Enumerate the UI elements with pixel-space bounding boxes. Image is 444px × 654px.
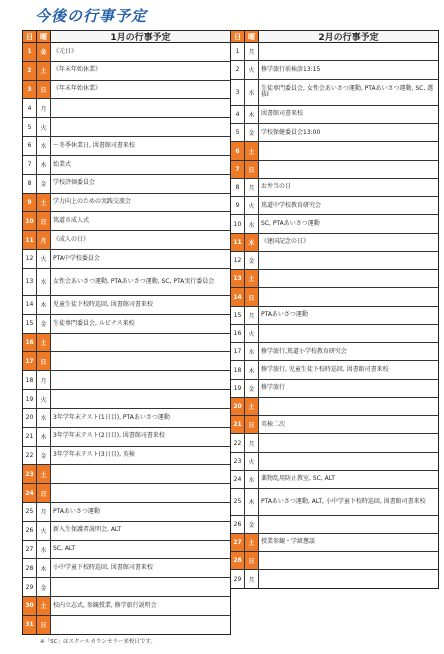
day-cell: 20	[231, 398, 245, 415]
day-cell: 3	[23, 81, 37, 99]
table-row	[23, 156, 230, 175]
table-row	[231, 179, 438, 197]
event-cell	[259, 142, 438, 159]
weekday-cell: 水	[245, 80, 259, 105]
table-row	[231, 398, 438, 416]
table-row	[231, 570, 438, 587]
table-row	[231, 61, 438, 79]
month-header: 1月の行事予定	[51, 31, 230, 42]
day-cell: 27	[231, 534, 245, 551]
day-cell: 18	[231, 361, 245, 378]
event-cell: 《建国記念の日》	[261, 238, 310, 246]
january-table	[22, 30, 231, 635]
table-row	[231, 489, 438, 515]
weekday-cell: 日	[37, 212, 51, 230]
event-cell: 小中学童下校時巡回, 図書館司書来校	[53, 564, 153, 572]
weekday-cell: 月	[37, 231, 51, 249]
weekday-cell: 水	[245, 471, 259, 488]
table-row	[231, 552, 438, 570]
day-cell: 11	[231, 234, 245, 251]
weekday-cell: 金	[37, 43, 51, 61]
table-row	[231, 343, 438, 361]
weekday-cell: 土	[37, 334, 51, 352]
weekday-cell: 月	[245, 434, 259, 451]
day-header: 日	[23, 31, 37, 42]
table-row	[231, 325, 438, 343]
table-row	[231, 380, 438, 398]
weekday-cell: 日	[245, 416, 259, 433]
weekday-cell: 金	[245, 516, 259, 533]
day-cell: 29	[231, 570, 245, 587]
table-row	[23, 137, 230, 156]
january-header	[23, 31, 230, 43]
table-row	[231, 307, 438, 325]
day-cell: 14	[231, 288, 245, 305]
event-cell	[259, 252, 438, 269]
table-row	[23, 616, 230, 634]
weekday-cell: 水	[37, 137, 51, 155]
weekday-cell: 火	[37, 390, 51, 408]
day-header: 日	[231, 31, 245, 42]
table-row	[23, 390, 230, 409]
event-cell	[51, 352, 230, 370]
day-cell: 30	[23, 597, 37, 615]
day-cell: 17	[23, 352, 37, 370]
table-row	[23, 43, 230, 62]
weekday-cell: 金	[245, 124, 259, 141]
weekday-cell: 火	[37, 118, 51, 136]
table-row	[231, 80, 438, 106]
table-row	[231, 161, 438, 179]
weekday-cell: 土	[245, 142, 259, 159]
weekday-cell: 月	[37, 371, 51, 389]
weekday-cell: 水	[245, 215, 259, 232]
event-cell: 修学旅行前検診13:15	[261, 65, 321, 73]
table-row	[231, 471, 438, 489]
table-row	[23, 194, 230, 213]
event-cell: 学校保健委員会13:00	[261, 128, 321, 136]
weekday-header: 曜	[37, 31, 51, 42]
event-cell	[51, 99, 230, 117]
day-cell: 24	[23, 484, 37, 502]
table-row	[23, 296, 230, 315]
event-cell	[51, 334, 230, 352]
table-row	[23, 371, 230, 390]
day-cell: 24	[231, 471, 245, 488]
event-cell: 篤道市成人式	[53, 216, 90, 224]
event-cell	[51, 616, 230, 634]
weekday-cell: 日	[245, 288, 259, 305]
weekday-cell: 土	[37, 465, 51, 483]
event-cell: SC, ALT	[53, 545, 76, 553]
weekday-cell: 月	[245, 43, 259, 60]
table-row	[23, 315, 230, 334]
table-row	[23, 484, 230, 503]
weekday-cell: 金	[37, 578, 51, 596]
event-cell: 生徒専門委員会, 女性会あいさつ運動, PTAあいさつ運動, SC, 選抜Ⅰ	[261, 84, 434, 99]
event-cell: お弁当の日	[261, 183, 292, 191]
table-row	[23, 250, 230, 269]
footnote: ※「SC」はスクールカウンセラー来校日です。	[40, 639, 156, 645]
table-row	[231, 197, 438, 215]
table-row	[23, 465, 230, 484]
weekday-cell: 水	[37, 269, 51, 295]
day-cell: 28	[231, 552, 245, 569]
day-cell: 12	[23, 250, 37, 268]
event-cell	[259, 453, 438, 470]
day-cell: 29	[23, 578, 37, 596]
table-row	[231, 361, 438, 379]
event-cell: 学校評価委員会	[53, 179, 96, 187]
february-table	[230, 30, 439, 589]
weekday-cell: 火	[245, 197, 259, 214]
weekday-cell: 水	[37, 541, 51, 559]
day-cell: 23	[231, 453, 245, 470]
weekday-header: 曜	[245, 31, 259, 42]
event-cell	[51, 118, 230, 136]
day-cell: 9	[231, 197, 245, 214]
weekday-cell: 金	[37, 447, 51, 465]
weekday-cell: 木	[245, 234, 259, 251]
weekday-cell: 月	[245, 179, 259, 196]
table-row	[231, 434, 438, 452]
table-row	[231, 252, 438, 270]
event-cell: 新入生保護者説明会, ALT	[53, 526, 122, 534]
event-cell	[259, 516, 438, 533]
day-cell: 6	[231, 142, 245, 159]
february-header	[231, 31, 438, 43]
day-cell: 5	[23, 118, 37, 136]
table-row	[23, 428, 230, 447]
day-cell: 16	[23, 334, 37, 352]
day-cell: 14	[23, 296, 37, 314]
day-cell: 21	[23, 428, 37, 446]
event-cell	[259, 161, 438, 178]
event-cell: 3年学年末テスト(2日目), 図書館司書来校	[53, 432, 165, 440]
day-cell: 7	[23, 156, 37, 174]
day-cell: 16	[231, 325, 245, 342]
weekday-cell: 土	[245, 398, 259, 415]
table-row	[231, 516, 438, 534]
day-cell: 19	[231, 380, 245, 397]
event-cell: 児童生徒下校時巡回, 図書館司書来校	[53, 300, 153, 308]
day-cell: 3	[231, 80, 245, 105]
weekday-cell: 木	[245, 361, 259, 378]
day-cell: 28	[23, 559, 37, 577]
event-cell	[51, 484, 230, 502]
day-cell: 8	[23, 175, 37, 193]
weekday-cell: 木	[37, 296, 51, 314]
event-cell	[259, 398, 438, 415]
weekday-cell: 土	[245, 270, 259, 287]
event-cell	[259, 325, 438, 342]
event-cell: PTAあいさつ運動	[53, 507, 100, 515]
table-row	[23, 541, 230, 560]
table-row	[23, 175, 230, 194]
table-row	[23, 231, 230, 250]
weekday-cell: 月	[245, 307, 259, 324]
weekday-cell: 火	[245, 61, 259, 78]
weekday-cell: 日	[37, 484, 51, 502]
weekday-cell: 金	[37, 315, 51, 333]
event-cell: 篤道中学校教育研究会	[261, 201, 322, 209]
day-cell: 26	[23, 522, 37, 540]
day-cell: 25	[231, 489, 245, 514]
day-cell: 21	[231, 416, 245, 433]
weekday-cell: 水	[37, 409, 51, 427]
table-row	[23, 118, 230, 137]
table-row	[23, 352, 230, 371]
weekday-cell: 日	[245, 161, 259, 178]
event-cell: 英検二次	[261, 420, 286, 428]
table-row	[23, 447, 230, 466]
day-cell: 8	[231, 179, 245, 196]
weekday-cell: 木	[245, 489, 259, 514]
day-cell: 18	[23, 371, 37, 389]
weekday-cell: 日	[37, 352, 51, 370]
event-cell	[259, 434, 438, 451]
weekday-cell: 金	[245, 380, 259, 397]
month-header: 2月の行事予定	[259, 31, 438, 42]
event-cell: 図書館司書来校	[261, 110, 304, 118]
table-row	[231, 270, 438, 288]
day-cell: 15	[231, 307, 245, 324]
table-row	[231, 453, 438, 471]
weekday-cell: 火	[37, 522, 51, 540]
table-row	[23, 62, 230, 81]
event-cell: 修学旅行, 児童生徒下校時巡回, 図書館司書来校	[261, 365, 389, 373]
day-cell: 26	[231, 516, 245, 533]
day-cell: 6	[23, 137, 37, 155]
day-cell: 10	[231, 215, 245, 232]
page-title: 今後の行事予定	[35, 7, 148, 25]
day-cell: 7	[231, 161, 245, 178]
weekday-cell: 土	[37, 194, 51, 212]
event-cell	[259, 552, 438, 569]
day-cell: 4	[231, 106, 245, 123]
table-row	[231, 288, 438, 306]
weekday-cell: 金	[245, 252, 259, 269]
table-row	[23, 269, 230, 296]
weekday-cell: 火	[245, 453, 259, 470]
day-cell: 4	[23, 99, 37, 117]
day-cell: 13	[23, 269, 37, 295]
weekday-cell: 月	[37, 503, 51, 521]
table-row	[23, 99, 230, 118]
day-cell: 27	[23, 541, 37, 559]
weekday-cell: 日	[245, 552, 259, 569]
day-cell: 13	[231, 270, 245, 287]
event-cell	[259, 288, 438, 305]
day-cell: 15	[23, 315, 37, 333]
table-row	[23, 559, 230, 578]
day-cell: 22	[23, 447, 37, 465]
day-cell: 20	[23, 409, 37, 427]
table-row	[231, 234, 438, 252]
day-cell: 23	[23, 465, 37, 483]
day-cell: 2	[23, 62, 37, 80]
event-cell: 授業参観・学級懇談	[261, 538, 316, 546]
table-row	[231, 43, 438, 61]
table-row	[231, 416, 438, 434]
weekday-cell: 日	[37, 616, 51, 634]
day-cell: 12	[231, 252, 245, 269]
weekday-cell: 火	[37, 250, 51, 268]
event-cell	[51, 371, 230, 389]
table-row	[231, 124, 438, 142]
weekday-cell: 月	[245, 570, 259, 587]
event-cell: ～冬季休業日, 図書館司書来校	[53, 141, 135, 149]
weekday-cell: 木	[245, 106, 259, 123]
day-cell: 22	[231, 434, 245, 451]
weekday-cell: 木	[37, 428, 51, 446]
table-row	[231, 215, 438, 233]
event-cell: 《年末年始休業》	[53, 66, 102, 74]
day-cell: 9	[23, 194, 37, 212]
event-cell: 修学旅行	[261, 384, 286, 392]
table-row	[23, 334, 230, 353]
event-cell	[51, 465, 230, 483]
weekday-cell: 土	[37, 597, 51, 615]
event-cell: 校内立志式, 参観授業, 修学旅行説明会	[53, 601, 157, 609]
table-row	[231, 106, 438, 124]
day-cell: 1	[231, 43, 245, 60]
table-row	[231, 142, 438, 160]
event-cell: PTAあいさつ運動	[261, 311, 308, 319]
table-row	[23, 212, 230, 231]
table-row	[23, 578, 230, 597]
table-row	[23, 522, 230, 541]
event-cell: 修学旅行,篤道小学校教育研究会	[261, 347, 347, 355]
day-cell: 2	[231, 61, 245, 78]
weekday-cell: 木	[37, 156, 51, 174]
weekday-cell: 火	[245, 325, 259, 342]
event-cell: 3年学年末テスト(1日目), PTAあいさつ運動	[53, 413, 170, 421]
event-cell: 生徒専門委員会, ルピナス来校	[53, 319, 135, 327]
table-row	[23, 597, 230, 616]
event-cell: 3年学年末テスト(3日目), 英検	[53, 451, 135, 459]
day-cell: 25	[23, 503, 37, 521]
weekday-cell: 水	[245, 343, 259, 360]
day-cell: 11	[23, 231, 37, 249]
day-cell: 19	[23, 390, 37, 408]
weekday-cell: 日	[37, 81, 51, 99]
table-row	[231, 534, 438, 552]
event-cell: 始業式	[53, 160, 72, 168]
event-cell: PTA中学校委員会	[53, 254, 100, 262]
table-row	[23, 409, 230, 428]
weekday-cell: 土	[245, 534, 259, 551]
day-cell: 1	[23, 43, 37, 61]
table-row	[23, 503, 230, 522]
table-row	[23, 81, 230, 100]
weekday-cell: 木	[37, 559, 51, 577]
event-cell	[259, 570, 438, 587]
day-cell: 5	[231, 124, 245, 141]
weekday-cell: 金	[37, 175, 51, 193]
event-cell: 《元日》	[53, 47, 78, 55]
day-cell: 31	[23, 616, 37, 634]
event-cell: 薬物乱用防止教室, SC, ALT	[261, 475, 335, 483]
event-cell	[51, 578, 230, 596]
event-cell: 《年末年始休業》	[53, 85, 102, 93]
event-cell	[259, 43, 438, 60]
event-cell: SC, PTAあいさつ運動	[261, 219, 320, 227]
event-cell: PTAあいさつ運動, ALT, 小中学童下校時巡回, 図書館司書来校	[261, 497, 426, 505]
event-cell	[259, 270, 438, 287]
day-cell: 10	[23, 212, 37, 230]
event-cell	[51, 390, 230, 408]
event-cell: 学力向上のための実践交流会	[53, 198, 132, 206]
weekday-cell: 土	[37, 62, 51, 80]
weekday-cell: 月	[37, 99, 51, 117]
event-cell: 《成人の日》	[53, 235, 90, 243]
event-cell: 女性会あいさつ運動, PTAあいさつ運動, SC, PTA実行委員会	[53, 277, 215, 285]
day-cell: 17	[231, 343, 245, 360]
